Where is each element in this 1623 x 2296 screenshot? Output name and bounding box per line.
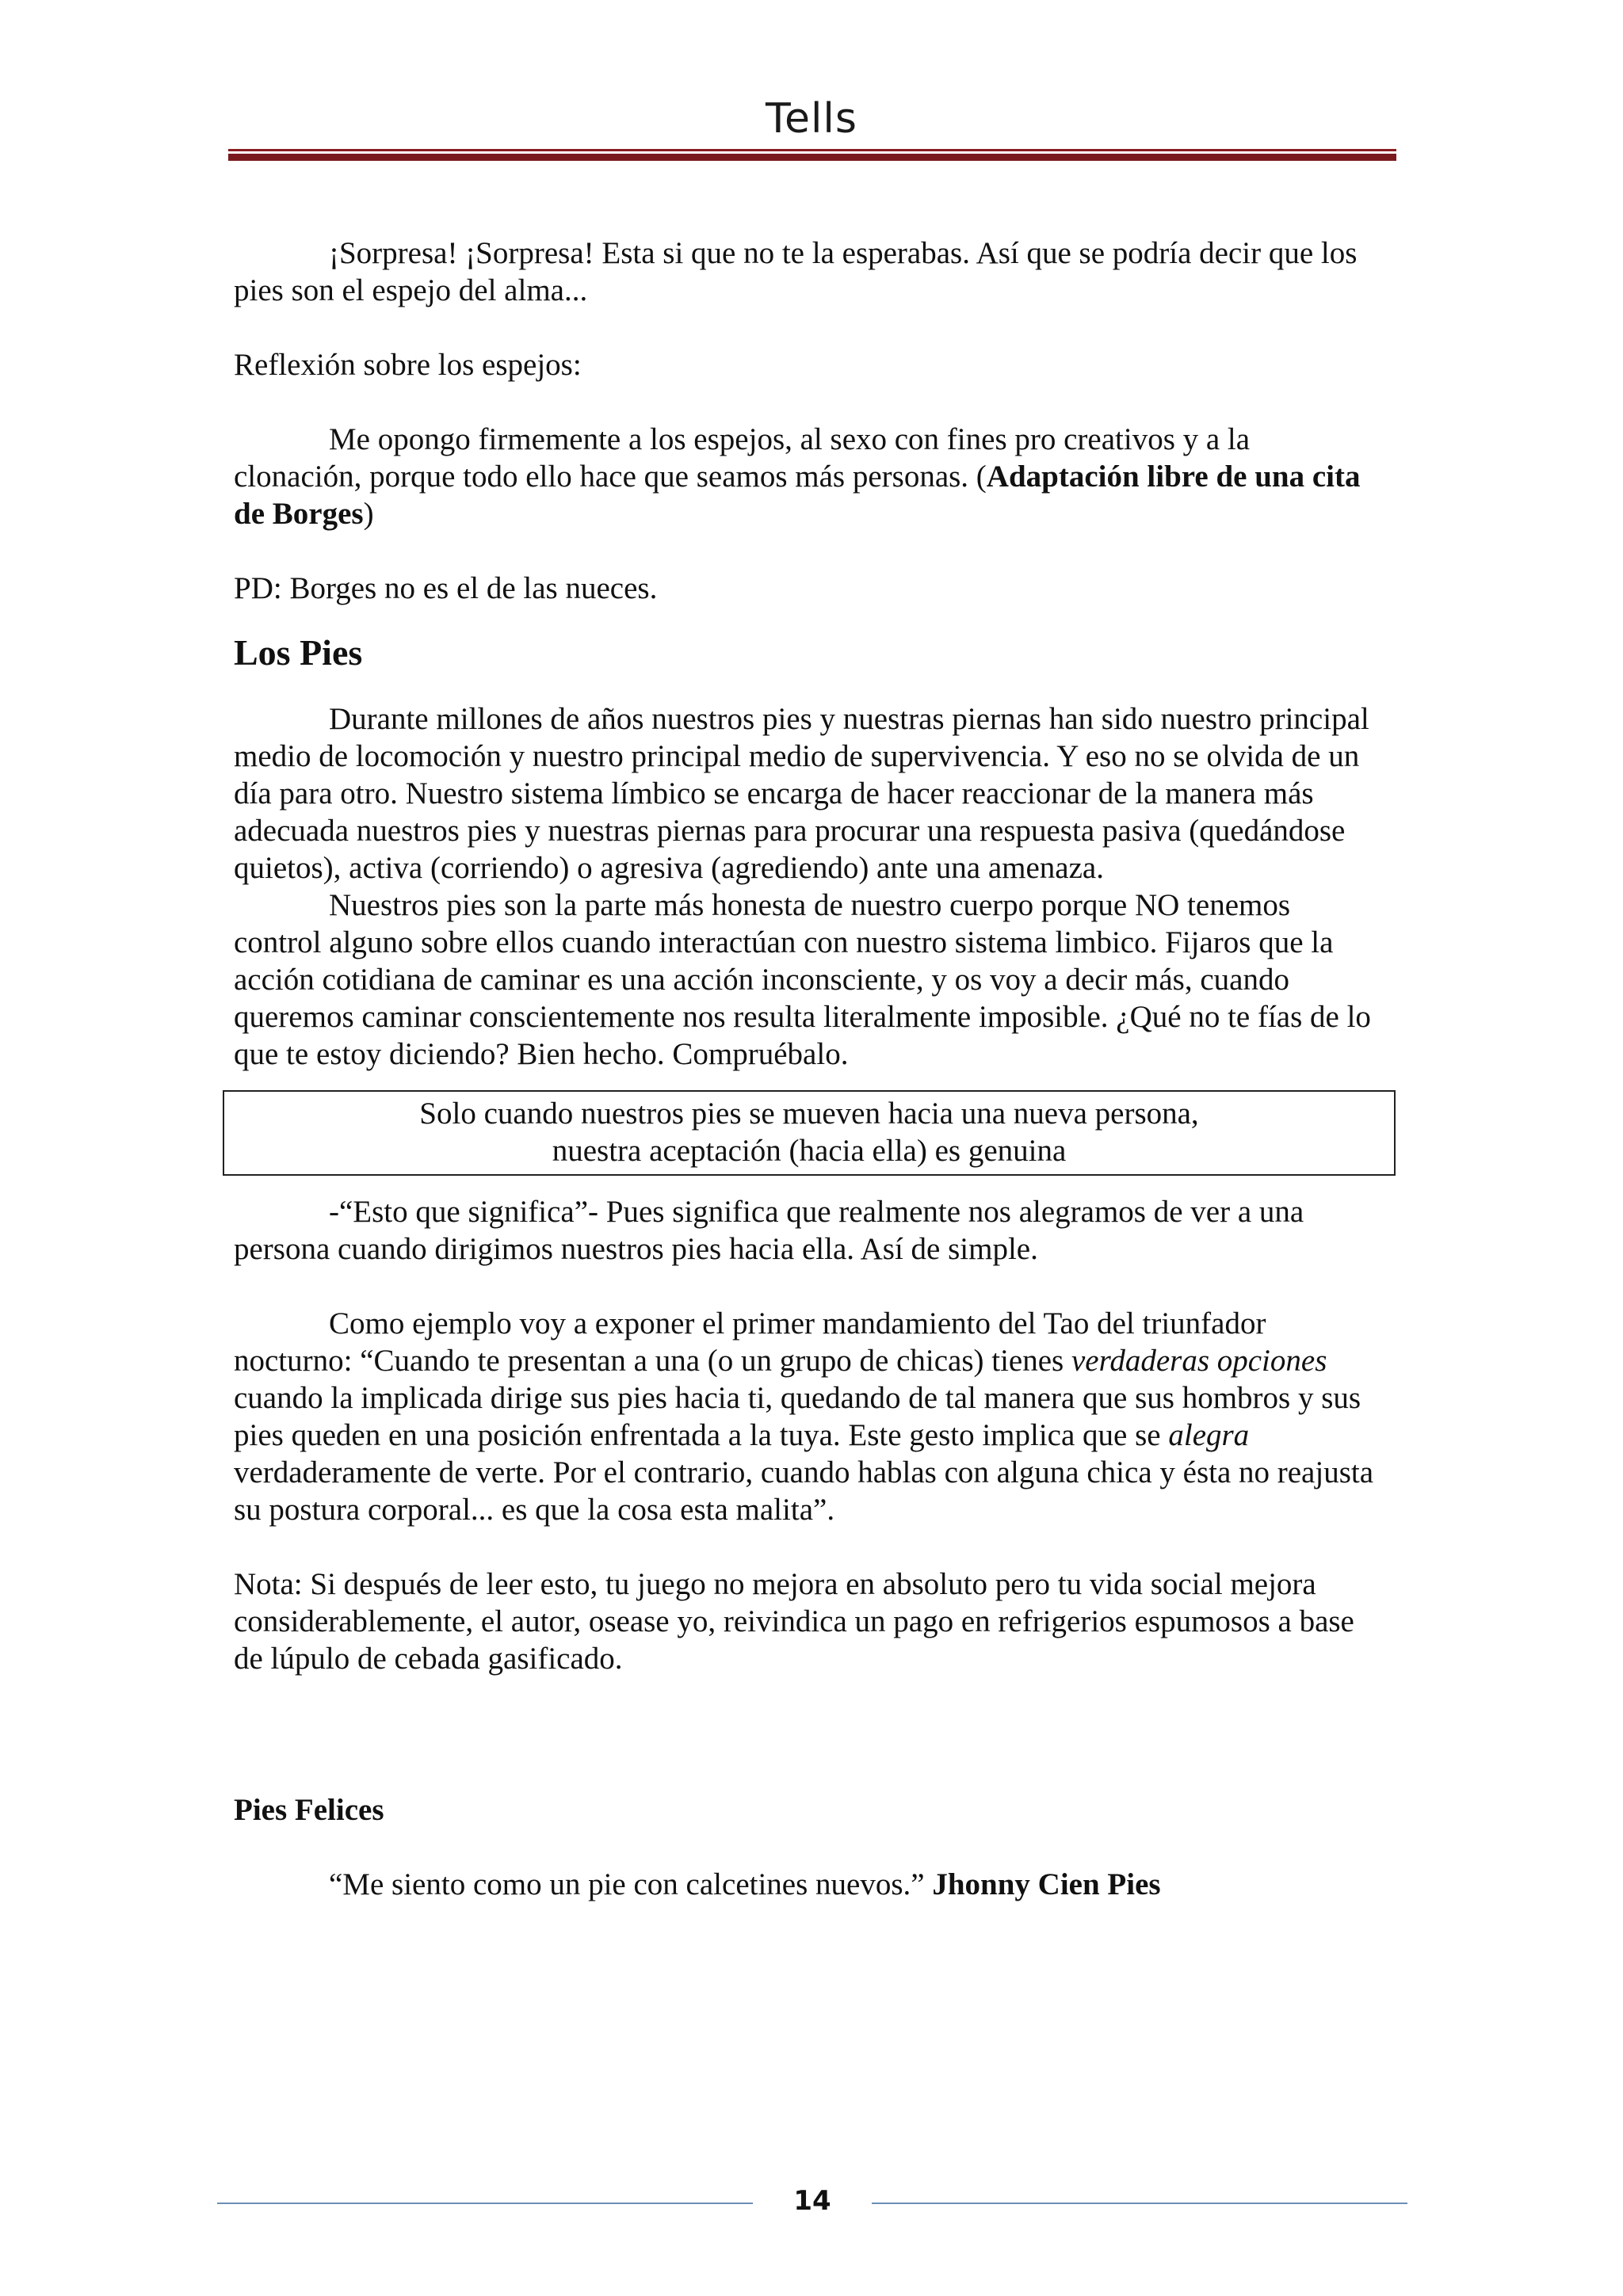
commandment-text-c: verdaderamente de verte. Por el contrario, cuando hablas con alguna chica y ésta no reajusta su postura corporal... es que la cosa esta malita”. [234, 1455, 1374, 1527]
heading-los-pies: Los Pies [234, 632, 363, 673]
header-rule-thin [228, 149, 1396, 151]
highlighted-quote-box [223, 1090, 1396, 1176]
paragraph-locomotion: Durante millones de años nuestros pies y nuestras piernas han sido nuestro principal medio de locomoción y nuestro principal medio de supervivencia. Y eso no se olvida de un día para otro. Nuestro sistema límbico se encarga de hacer reaccionar de la manera más adecuada nuestros pies y nuestras piernas para procurar una respuesta pasiva (quedándose quietos), activa (corriendo) o agresiva (agrediendo) ante una amenaza. [234, 702, 1369, 885]
borges-quote-close: ) [363, 497, 374, 531]
paragraph-first-commandment [234, 1305, 1384, 1528]
page-body [234, 235, 1384, 1903]
paragraph-pd: PD: Borges no es el de las nueces. [234, 571, 658, 605]
commandment-italic-alegra: alegra [1168, 1418, 1250, 1452]
happy-feet-quote-text: “Me siento como un pie con calcetines nuevos.” [329, 1867, 933, 1901]
quote-line-2: nuestra aceptación (hacia ella) es genuina [552, 1134, 1067, 1168]
borges-attribution: Adaptación libre de una cita de Borges [234, 460, 1361, 531]
paragraph-happy-feet-quote [234, 1866, 1384, 1903]
happy-feet-author: Jhonny Cien Pies [932, 1867, 1161, 1901]
commandment-text-a: Como ejemplo voy a exponer el primer mandamiento del Tao del triunfador nocturno: “Cuando te presentan a una (o un grupo de chicas) tienes [234, 1306, 1266, 1378]
page-number: 14 [793, 2185, 831, 2217]
footer-rule-left [217, 2203, 753, 2204]
paragraph-honest-feet: Nuestros pies son la parte más honesta de nuestro cuerpo porque NO tenemos control alguno sobre ellos cuando interactúan con nuestro sistema limbico. Fijaros que la acción cotidiana de caminar es una acción inconsciente, y os voy a decir más, cuando queremos caminar conscientemente nos resulta literalmente imposible. ¿Qué no te fías de lo que te estoy diciendo? Bien hecho. Compruébalo. [234, 888, 1371, 1071]
paragraph-borges-quote [234, 421, 1384, 532]
borges-quote-text: Me opongo firmemente a los espejos, al sexo con fines pro creativos y a la clonación, porque todo ello hace que seamos más personas. ( [234, 422, 1251, 494]
commandment-italic-options: verdaderas opciones [1071, 1344, 1327, 1378]
commandment-text-b: cuando la implicada dirige sus pies hacia ti, quedando de tal manera que sus hombros y sus pies queden en una posición enfrentada a la tuya. Este gesto implica que se [234, 1381, 1361, 1452]
paragraph-mirrors-label: Reflexión sobre los espejos: [234, 348, 582, 382]
header-rule-thick [228, 154, 1396, 161]
paragraph-note: Nota: Si después de leer esto, tu juego no mejora en absoluto pero tu vida social mejora considerablemente, el autor, osease yo, reivindica un pago en refrigerios espumosos a base de lúpulo de cebada gasificado. [234, 1567, 1354, 1676]
paragraph-meaning: -“Esto que significa”- Pues significa que realmente nos alegramos de ver a una persona cuando dirigimos nuestros pies hacia ella. Así de simple. [234, 1195, 1304, 1266]
heading-pies-felices: Pies Felices [234, 1793, 384, 1827]
footer-rule-right [872, 2203, 1407, 2204]
running-header-title: Tells [766, 95, 857, 143]
quote-line-1: Solo cuando nuestros pies se mueven hacia una nueva persona, [419, 1097, 1199, 1131]
paragraph-surprise: ¡Sorpresa! ¡Sorpresa! Esta si que no te la esperabas. Así que se podría decir que los pies son el espejo del alma... [234, 236, 1358, 307]
